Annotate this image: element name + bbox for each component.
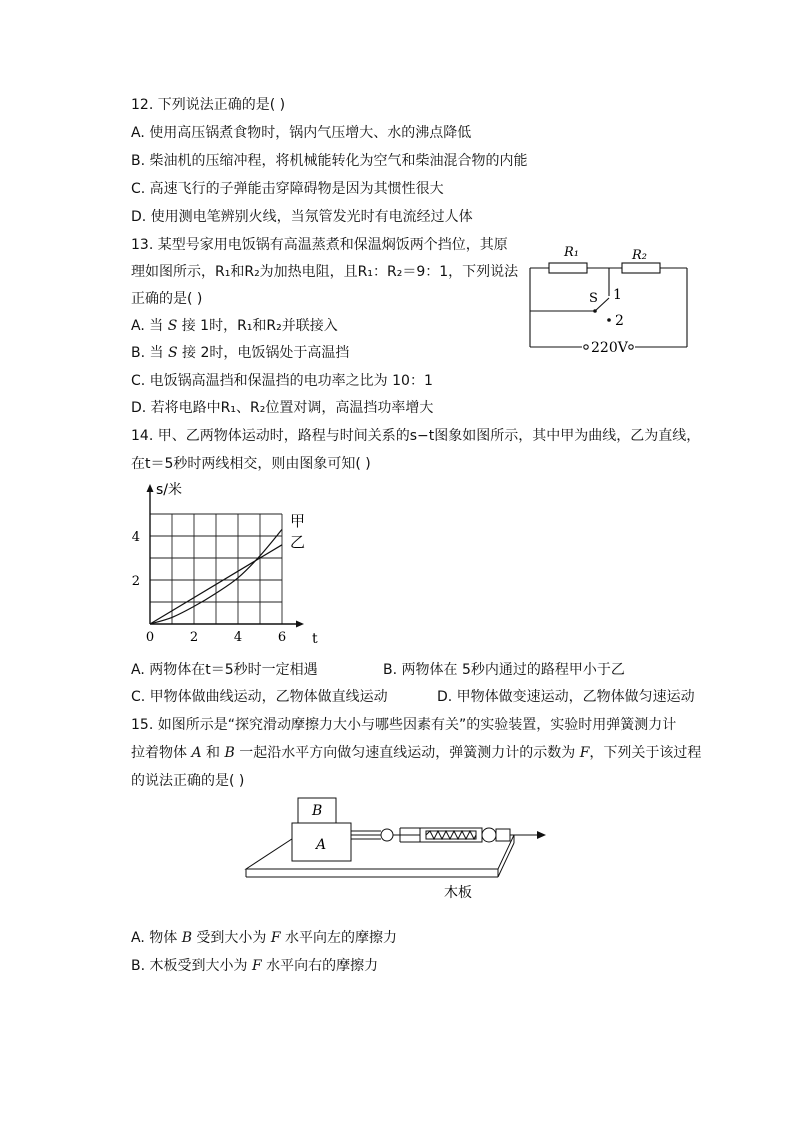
- q15-option-a: A. 物体 B 受到大小为 F 水平向左的摩擦力: [131, 930, 398, 946]
- y-axis-arrowhead: [147, 484, 154, 492]
- contact-1-label: 1: [613, 287, 622, 303]
- q12-stem: 12. 下列说法正确的是( ): [131, 97, 286, 113]
- board-label: 木板: [444, 885, 472, 901]
- hook-ring: [381, 829, 393, 841]
- q13-option-c: C. 电饭锅高温挡和保温挡的电功率之比为 10：1: [131, 373, 433, 389]
- y-tick-label: 4: [131, 530, 140, 545]
- q14-option-a: A. 两物体在t＝5秒时一定相遇: [131, 662, 318, 678]
- x-tick-label: 6: [277, 630, 287, 645]
- block-a-label: A: [316, 837, 327, 853]
- q14-option-d: D. 甲物体做变速运动，乙物体做匀速运动: [437, 689, 695, 705]
- voltage-label: 220V: [591, 340, 628, 356]
- legend-label-jia: 甲: [290, 512, 306, 531]
- x-tick-label: 2: [189, 630, 199, 645]
- x-axis-label: t: [312, 631, 318, 647]
- y-tick-label: 2: [131, 574, 140, 589]
- block-b-label: B: [312, 803, 323, 819]
- q14-option-b: B. 两物体在 5秒内通过的路程甲小于乙: [383, 662, 625, 678]
- q12-option-c: C. 高速飞行的子弹能击穿障碍物是因为其惯性很大: [131, 181, 444, 197]
- q14-option-c: C. 甲物体做曲线运动，乙物体做直线运动: [131, 689, 388, 705]
- scale-ring: [482, 828, 496, 842]
- switch-label: S: [589, 291, 598, 306]
- r1-label: R₁: [564, 245, 579, 260]
- y-axis-label: s/米: [156, 482, 183, 498]
- q13-stem-line-2: 理如图所示，R₁和R₂为加热电阻，且R₁：R₂＝9：1，下列说法: [131, 264, 519, 280]
- q12-option-a: A. 使用高压锅煮食物时，锅内气压增大、水的沸点降低: [131, 125, 472, 141]
- q15-stem-line-1: 15. 如图所示是“探究滑动摩擦力大小与哪些因素有关”的实验装置，实验时用弹簧测力计: [131, 717, 677, 733]
- q15-stem-line-3: 的说法正确的是( ): [131, 773, 245, 789]
- contact-2-label: 2: [615, 313, 624, 329]
- x-axis-arrowhead: [296, 621, 304, 628]
- q15-stem-line-2: 拉着物体 A 和 B 一起沿水平方向做匀速直线运动，弹簧测力计的示数为 F，下列关于该过程: [131, 745, 702, 761]
- x-tick-label: 4: [233, 630, 243, 645]
- q15-option-b: B. 木板受到大小为 F 水平向右的摩擦力: [131, 958, 379, 974]
- q12-option-b: B. 柴油机的压缩冲程，将机械能转化为空气和柴油混合物的内能: [131, 153, 528, 169]
- q13-option-d: D. 若将电路中R₁、R₂位置对调，高温挡功率增大: [131, 400, 434, 416]
- q13-stem-line-3: 正确的是( ): [131, 291, 203, 307]
- q13-option-b: B. 当 S 接 2时，电饭锅处于高温挡: [131, 345, 350, 361]
- r2-label: R₂: [632, 248, 647, 263]
- spring-scale-body: [420, 828, 482, 842]
- friction-apparatus: [240, 795, 560, 905]
- x-tick-label: 0: [145, 630, 155, 645]
- q13-option-a: A. 当 S 接 1时，R₁和R₂并联接入: [131, 318, 338, 334]
- legend-label-yi: 乙: [290, 533, 306, 551]
- q13-stem-line-1: 13. 某型号家用电饭锅有高温蒸煮和保温焖饭两个挡位，其原: [131, 237, 508, 253]
- pull-arrowhead: [537, 831, 546, 839]
- q14-stem-line-1: 14. 甲、乙两物体运动时，路程与时间关系的s−t图象如图所示，其中甲为曲线，乙为直线，: [131, 428, 701, 444]
- q14-stem-line-2: 在t＝5秒时两线相交，则由图象可知( ): [131, 456, 371, 472]
- q12-option-d: D. 使用测电笔辨别火线，当氖管发光时有电流经过人体: [131, 209, 473, 225]
